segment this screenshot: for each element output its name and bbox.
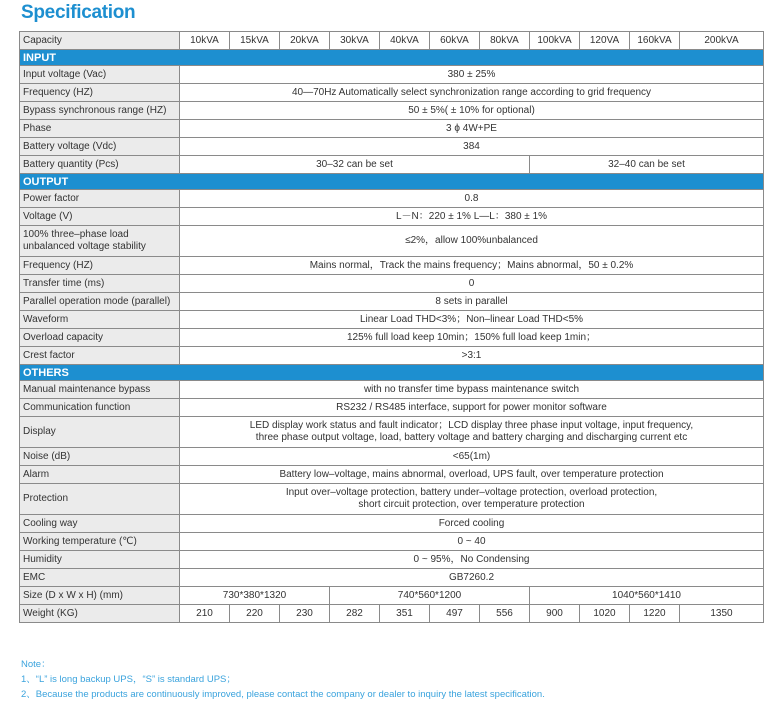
row-label: Input voltage (Vac) xyxy=(20,66,180,84)
table-row xyxy=(20,257,764,275)
row-value: 0 ~ 40 xyxy=(180,533,764,551)
notes xyxy=(21,657,545,702)
row-label: Working temperature (℃) xyxy=(20,533,180,551)
section-header-input xyxy=(20,50,764,66)
table-row xyxy=(20,484,764,515)
table-row xyxy=(20,569,764,587)
row-value: 50 ± 5%( ± 10% for optional) xyxy=(180,102,764,120)
row-label: Manual maintenance bypass xyxy=(20,381,180,399)
capacity-cell: 10kVA xyxy=(180,32,230,50)
row-value: 384 xyxy=(180,138,764,156)
table-row xyxy=(20,102,764,120)
table-row xyxy=(20,120,764,138)
capacity-cell: 200kVA xyxy=(680,32,764,50)
table-row xyxy=(20,533,764,551)
weight-cell: 230 xyxy=(280,605,330,623)
row-label: Cooling way xyxy=(20,515,180,533)
table-row xyxy=(20,515,764,533)
row-value: 40—70Hz Automatically select synchronization range according to grid frequency xyxy=(180,84,764,102)
row-label-line: unbalanced voltage stability xyxy=(23,241,146,252)
weight-cell: 1020 xyxy=(580,605,630,623)
row-label: Noise (dB) xyxy=(20,448,180,466)
section-title: OTHERS xyxy=(20,365,764,381)
row-value-line: Input over–voltage protection, battery under–voltage protection, overload protection, xyxy=(285,487,658,498)
table-row xyxy=(20,417,764,448)
row-value: 30–32 can be set xyxy=(180,156,530,174)
row-value: 380 ± 25% xyxy=(180,66,764,84)
row-label: Protection xyxy=(20,484,180,515)
section-title: OUTPUT xyxy=(20,174,764,190)
table-row xyxy=(20,275,764,293)
row-value: RS232 / RS485 interface, support for power monitor software xyxy=(180,399,764,417)
page-title: Specification xyxy=(21,2,136,23)
row-value xyxy=(180,417,764,448)
table-row xyxy=(20,66,764,84)
row-value: 0.8 xyxy=(180,190,764,208)
row-value-line: short circuit protection, over temperature protection xyxy=(358,499,585,510)
table-row xyxy=(20,84,764,102)
note-line: 1、“L” is long backup UPS，“S” is standard UPS； xyxy=(21,674,236,685)
capacity-cell: 60kVA xyxy=(430,32,480,50)
table-row xyxy=(20,448,764,466)
row-label: Frequency (HZ) xyxy=(20,257,180,275)
row-value: <65(1m) xyxy=(180,448,764,466)
notes-heading: Note： xyxy=(21,659,51,670)
capacity-cell: 100kVA xyxy=(530,32,580,50)
row-value: 125% full load keep 10min；150% full load keep 1min； xyxy=(180,329,764,347)
table-row xyxy=(20,156,764,174)
weight-cell: 1220 xyxy=(630,605,680,623)
capacity-label: Capacity xyxy=(20,32,180,50)
capacity-cell: 80kVA xyxy=(480,32,530,50)
weight-cell: 497 xyxy=(430,605,480,623)
row-label: Crest factor xyxy=(20,347,180,365)
table-row xyxy=(20,208,764,226)
table-row xyxy=(20,190,764,208)
row-value: 0 ~ 95%，No Condensing xyxy=(180,551,764,569)
row-label: Alarm xyxy=(20,466,180,484)
row-value: 730*380*1320 xyxy=(180,587,330,605)
capacity-cell: 120VA xyxy=(580,32,630,50)
row-value: with no transfer time bypass maintenance switch xyxy=(180,381,764,399)
row-label: Battery voltage (Vdc) xyxy=(20,138,180,156)
note-line: 2、Because the products are continuously improved, please contact the company or dealer to inquiry the latest specification. xyxy=(21,689,545,700)
weight-cell: 282 xyxy=(330,605,380,623)
table-row xyxy=(20,399,764,417)
row-value xyxy=(180,484,764,515)
row-value: >3:1 xyxy=(180,347,764,365)
table-row xyxy=(20,347,764,365)
weight-cell: 351 xyxy=(380,605,430,623)
row-value: 32–40 can be set xyxy=(530,156,764,174)
row-value: GB7260.2 xyxy=(180,569,764,587)
row-label: Communication function xyxy=(20,399,180,417)
row-value: Mains normal，Track the mains frequency；Mains abnormal，50 ± 0.2% xyxy=(180,257,764,275)
table-row xyxy=(20,293,764,311)
table-row xyxy=(20,138,764,156)
row-label: Humidity xyxy=(20,551,180,569)
row-value: 0 xyxy=(180,275,764,293)
section-header-others xyxy=(20,365,764,381)
table-row xyxy=(20,329,764,347)
weight-cell: 220 xyxy=(230,605,280,623)
row-label: Size (D x W x H) (mm) xyxy=(20,587,180,605)
table-row xyxy=(20,381,764,399)
weight-cell: 1350 xyxy=(680,605,764,623)
row-label: Power factor xyxy=(20,190,180,208)
row-label: Phase xyxy=(20,120,180,138)
row-label: Overload capacity xyxy=(20,329,180,347)
row-label xyxy=(20,226,180,257)
row-value-line: three phase output voltage, load, battery voltage and battery charging and discharging current etc xyxy=(255,432,688,443)
table-row xyxy=(20,311,764,329)
spec-table xyxy=(19,31,764,623)
row-label: Weight (KG) xyxy=(20,605,180,623)
table-row xyxy=(20,587,764,605)
weight-cell: 556 xyxy=(480,605,530,623)
capacity-cell: 40kVA xyxy=(380,32,430,50)
row-label: Frequency (HZ) xyxy=(20,84,180,102)
capacity-row xyxy=(20,32,764,50)
row-value: ≤2%，allow 100%unbalanced xyxy=(180,226,764,257)
row-label: Bypass synchronous range (HZ) xyxy=(20,102,180,120)
capacity-cell: 20kVA xyxy=(280,32,330,50)
table-row xyxy=(20,605,764,623)
row-value: 740*560*1200 xyxy=(330,587,530,605)
section-header-output xyxy=(20,174,764,190)
capacity-cell: 30kVA xyxy=(330,32,380,50)
table-row xyxy=(20,551,764,569)
row-label-line: 100% three–phase load xyxy=(23,229,129,240)
row-value: 1040*560*1410 xyxy=(530,587,764,605)
capacity-cell: 160kVA xyxy=(630,32,680,50)
capacity-cell: 15kVA xyxy=(230,32,280,50)
row-value: 8 sets in parallel xyxy=(180,293,764,311)
section-title: INPUT xyxy=(20,50,764,66)
row-value: Forced cooling xyxy=(180,515,764,533)
row-label: Battery quantity (Pcs) xyxy=(20,156,180,174)
row-value: Linear Load THD<3%；Non–linear Load THD<5% xyxy=(180,311,764,329)
table-row xyxy=(20,466,764,484)
row-label: Display xyxy=(20,417,180,448)
weight-cell: 210 xyxy=(180,605,230,623)
table-row xyxy=(20,226,764,257)
row-value-line: LED display work status and fault indicator；LCD display three phase input voltage, input frequency, xyxy=(249,420,694,431)
row-value: 3 ϕ 4W+PE xyxy=(180,120,764,138)
row-value: L－N：220 ± 1% L—L：380 ± 1% xyxy=(180,208,764,226)
weight-cell: 900 xyxy=(530,605,580,623)
row-value: Battery low–voltage, mains abnormal, overload, UPS fault, over temperature protection xyxy=(180,466,764,484)
row-label: Transfer time (ms) xyxy=(20,275,180,293)
row-label: EMC xyxy=(20,569,180,587)
row-label: Voltage (V) xyxy=(20,208,180,226)
row-label: Waveform xyxy=(20,311,180,329)
row-label: Parallel operation mode (parallel) xyxy=(20,293,180,311)
